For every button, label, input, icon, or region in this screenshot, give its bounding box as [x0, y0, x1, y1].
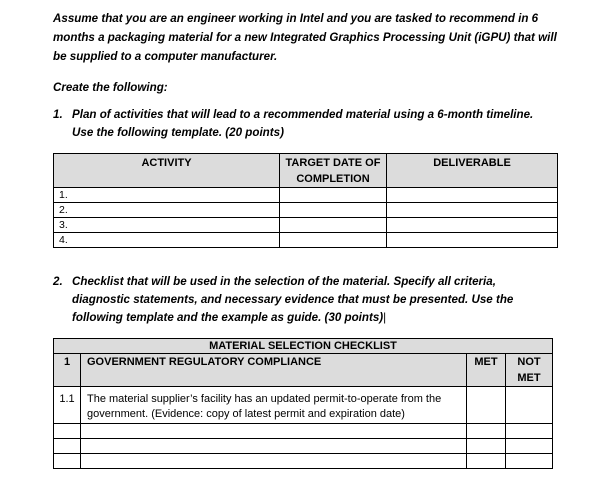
header-activity: ACTIVITY [54, 154, 280, 188]
question-2-text-content: Checklist that will be used in the selection of the material. Specify all criteria, diagnostic statements, and necessary evidence that must be presented. Use the following template and the example as guide. (30 points) [72, 275, 514, 324]
header-deliverable: DELIVERABLE [387, 154, 558, 188]
checklist-title: MATERIAL SELECTION CHECKLIST [54, 339, 553, 354]
checklist-title-row [54, 339, 553, 354]
empty-cell[interactable] [54, 424, 81, 439]
row-number[interactable]: 1. [54, 188, 280, 203]
empty-cell[interactable] [467, 439, 506, 454]
item-text: The material supplier’s facility has an updated permit-to-operate from the government. (Evidence: copy of latest permit and expiration date) [81, 387, 467, 424]
empty-cell[interactable] [506, 424, 553, 439]
table-row [54, 188, 558, 203]
row-number[interactable]: 3. [54, 218, 280, 233]
target-date-cell[interactable] [280, 218, 387, 233]
checklist-empty-row [54, 454, 553, 469]
empty-cell[interactable] [81, 439, 467, 454]
question-1-number: 1. [53, 108, 63, 121]
empty-cell[interactable] [81, 424, 467, 439]
empty-cell[interactable] [81, 454, 467, 469]
not-met-header: NOT MET [506, 354, 553, 387]
table-row [54, 218, 558, 233]
text-cursor: | [383, 311, 387, 324]
item-number: 1.1 [54, 387, 81, 424]
create-heading: Create the following: [53, 81, 168, 94]
not-met-cell[interactable] [506, 387, 553, 424]
table-row [54, 203, 558, 218]
activity-plan-table [53, 153, 558, 248]
deliverable-cell[interactable] [387, 218, 558, 233]
deliverable-cell[interactable] [387, 233, 558, 248]
empty-cell[interactable] [506, 439, 553, 454]
section-number: 1 [54, 354, 81, 387]
target-date-cell[interactable] [280, 203, 387, 218]
checklist-empty-row [54, 439, 553, 454]
table-header-row [54, 154, 558, 188]
row-number[interactable]: 2. [54, 203, 280, 218]
question-1-text: Plan of activities that will lead to a recommended material using a 6-month timeline. Use the following template. (20 points) [72, 108, 534, 139]
table-row [54, 233, 558, 248]
checklist-empty-row [54, 424, 553, 439]
empty-cell[interactable] [467, 424, 506, 439]
question-2-text [72, 273, 557, 327]
target-date-cell[interactable] [280, 233, 387, 248]
intro-paragraph: Assume that you are an engineer working in Intel and you are tasked to recommend in 6 months a packaging material for a new Integrated Graphics Processing Unit (iGPU) that will be supplied to a computer manufacturer. [53, 12, 557, 63]
empty-cell[interactable] [54, 454, 81, 469]
material-selection-checklist-table [53, 338, 553, 469]
met-header: MET [467, 354, 506, 387]
section-label: GOVERNMENT REGULATORY COMPLIANCE [81, 354, 467, 387]
header-target-date: TARGET DATE OF COMPLETION [280, 154, 387, 188]
met-cell[interactable] [467, 387, 506, 424]
target-date-cell[interactable] [280, 188, 387, 203]
checklist-item-row [54, 387, 553, 424]
deliverable-cell[interactable] [387, 188, 558, 203]
empty-cell[interactable] [467, 454, 506, 469]
empty-cell[interactable] [506, 454, 553, 469]
deliverable-cell[interactable] [387, 203, 558, 218]
row-number[interactable]: 4. [54, 233, 280, 248]
question-2-number: 2. [53, 275, 63, 288]
empty-cell[interactable] [54, 439, 81, 454]
checklist-header-row [54, 354, 553, 387]
